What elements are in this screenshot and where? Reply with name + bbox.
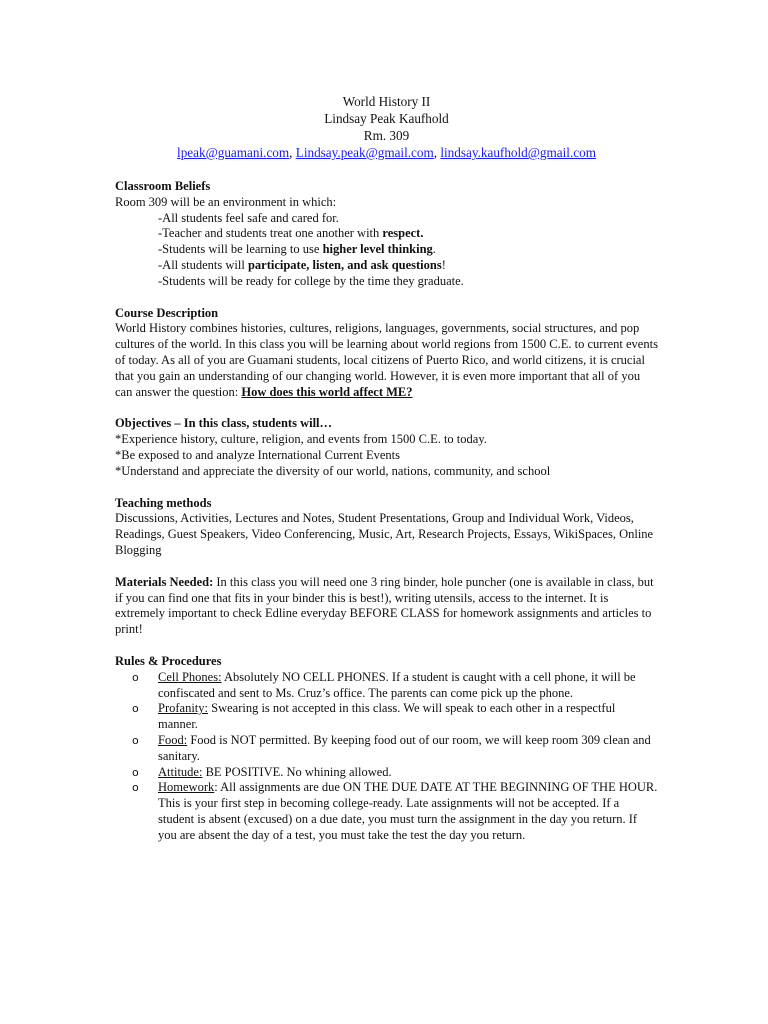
belief-text: -All students will [158,257,248,272]
email-link-3[interactable]: lindsay.kaufhold@gmail.com [440,145,596,160]
room-number: Rm. 309 [363,128,410,143]
rule-text: Food is NOT permitted. By keeping food out of our room, we will keep room 309 clean and sanitary. [158,732,651,763]
rule-text: : All assignments are due ON THE DUE DATE AT THE BEGINNING OF THE HOUR. This is your first step in becoming college-ready. Late assignments will not be accepted. If a student is absent (excused) on a due date, you must turn the assignment in the day you return. If you are absent the day of a test, you must take the test the day you return. [158,780,658,842]
materials-section [115,575,658,638]
description-body: World History combines histories, cultures, religions, languages, governments, social structures, and pop cultures of the world. In this class you will be learning about world regions from 1500 C.E. to current events of today. As all of you are Guamani students, local citizens of Puerto Rico, and world citizens, it is crucial that you gain an understanding of our changing world. However, it is even more important that all of you can answer the question: [115,321,658,399]
belief-text: -Teacher and students treat one another with [158,226,383,241]
teacher-name: Lindsay Peak Kaufhold [324,111,449,126]
section-heading: Rules & Procedures [115,653,222,668]
bullet-icon: o [132,765,139,779]
course-title: World History II [342,94,431,109]
bullet-icon: o [132,702,139,716]
materials-text [115,575,658,638]
belief-text: -Students will be learning to use [158,242,323,257]
section-heading: Objectives – In this class, students will… [115,416,333,431]
belief-emphasis: participate, listen, and ask questions [247,257,442,272]
rules-list [115,670,658,844]
section-heading: Teaching methods [115,495,212,510]
rule-text: Absolutely NO CELL PHONES. If a student is caught with a cell phone, it will be confiscated and sent to Ms. Cruz’s office. The parents can come pick up the phone. [158,669,636,700]
rule-label: Cell Phones: [158,669,222,684]
belief-item [158,226,658,242]
methods-text: Discussions, Activities, Lectures and Notes, Student Presentations, Group and Individual Work, Videos, Readings, Guest Speakers, Video Conferencing, Music, Art, Research Projects, Essays, WikiSpaces, Online Blogging [115,511,654,557]
bullet-icon: o [132,781,139,795]
description-text [115,321,658,400]
email-link-2[interactable]: Lindsay.peak@gmail.com [295,145,434,160]
rule-text: BE POSITIVE. No whining allowed. [202,764,392,779]
classroom-beliefs-section [115,179,658,290]
rule-label: Food: [158,732,188,747]
rule-item-attitude [115,765,658,781]
email-separator: , [433,145,441,160]
belief-item: -Students will be ready for college by the time they graduate. [158,273,464,288]
section-heading: Course Description [115,305,219,320]
section-heading: Classroom Beliefs [115,179,211,193]
belief-text: ! [441,257,446,272]
description-question: How does this world affect ME? [241,384,413,399]
rules-section [115,654,658,844]
belief-item: -All students feel safe and cared for. [158,210,339,225]
rule-label: Profanity: [158,701,208,716]
rule-item-homework [115,780,658,843]
document-header [115,93,658,161]
rule-item-cell-phones [115,670,658,702]
rule-item-profanity [115,701,658,733]
beliefs-list [115,211,658,290]
email-line [115,144,658,161]
rule-label: Attitude: [158,764,203,779]
objective-item: *Understand and appreciate the diversity of our world, nations, community, and school [115,463,551,478]
teaching-methods-section [115,496,658,559]
beliefs-intro: Room 309 will be an environment in which: [115,194,337,209]
materials-body: In this class you will need one 3 ring binder, hole puncher (one is available in class, but if you can find one that fits in your binder this is best!), writing utensils, access to the internet. It is extremely important to check Edline everyday BEFORE CLASS for homework assignments and articles to print! [115,574,654,637]
rule-text: Swearing is not accepted in this class. We will speak to each other in a respectful manner. [158,701,616,732]
belief-text: . [432,242,436,257]
objective-item: *Be exposed to and analyze International Current Events [115,447,400,462]
course-description-section [115,306,658,401]
bullet-icon: o [132,733,139,747]
objective-item: *Experience history, culture, religion, and events from 1500 C.E. to today. [115,432,487,447]
section-heading: Materials Needed: [115,574,214,589]
belief-emphasis: higher level thinking [322,242,433,257]
belief-item [158,242,658,258]
rule-item-food [115,733,658,765]
belief-emphasis: respect. [382,226,424,241]
bullet-icon: o [132,670,139,684]
email-link-1[interactable]: lpeak@guamani.com [177,145,290,160]
email-separator: , [289,145,296,160]
belief-item [158,258,658,274]
rule-label: Homework [158,780,215,795]
objectives-section [115,416,658,479]
